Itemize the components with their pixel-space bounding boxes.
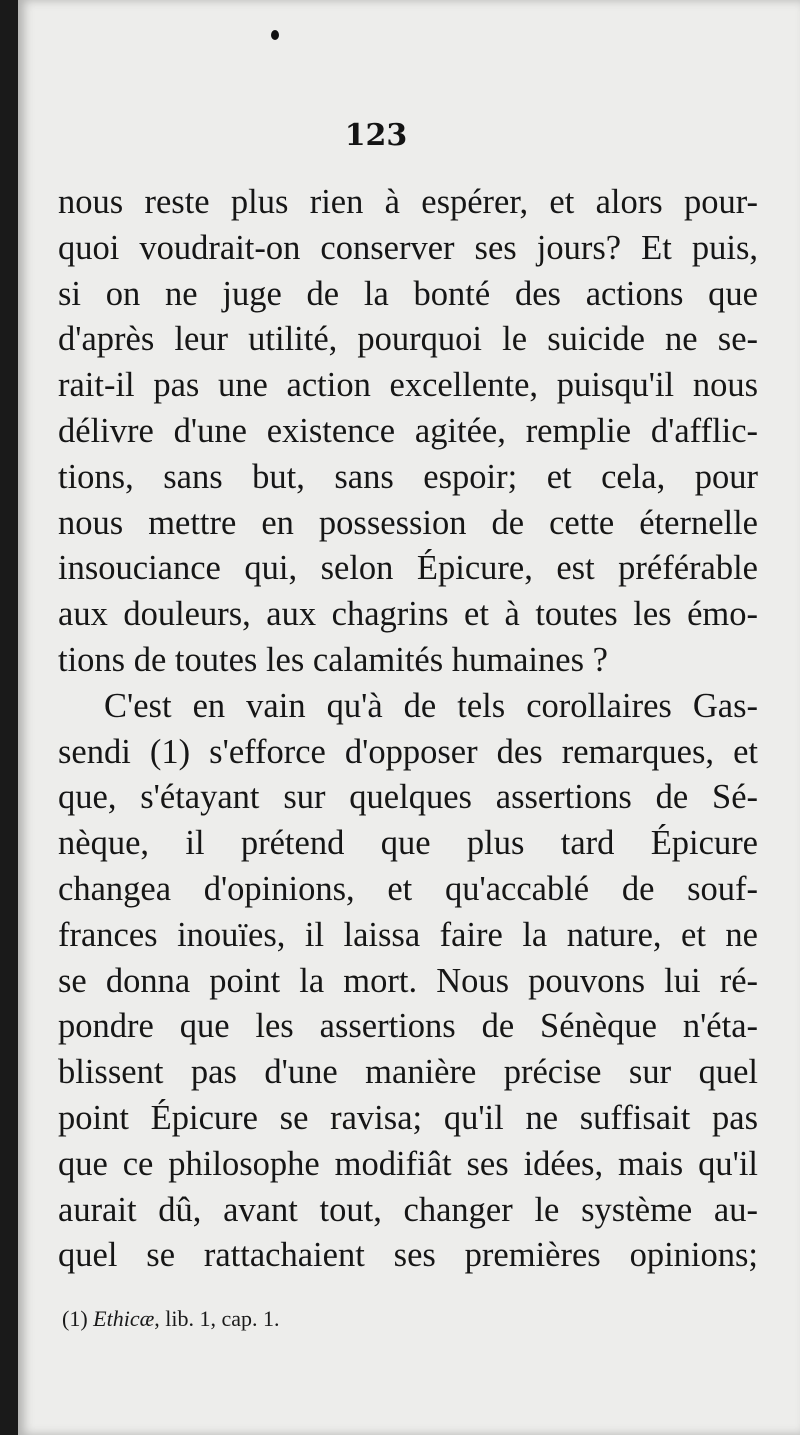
text-line: rait-il pas une action excellente, puisqu'il nous [58, 366, 758, 405]
footnote [62, 1306, 280, 1332]
text-line: si on ne juge de la bonté des actions que [58, 274, 758, 313]
paragraph-start-line: C'est en vain qu'à de tels corollaires Gas- [104, 686, 758, 725]
text-line: insouciance qui, selon Épicure, est préférable [58, 549, 758, 588]
book-page [18, 0, 800, 1435]
ink-dot [271, 30, 279, 40]
body-text [58, 180, 758, 1279]
footnote-work-title: Ethicæ [93, 1306, 155, 1331]
paragraph-end-line: tions de toutes les calamités humaines ? [58, 640, 608, 679]
text-line: aux douleurs, aux chagrins et à toutes les émo- [58, 595, 758, 634]
text-line: que ce philosophe modifiât ses idées, mais qu'il [58, 1144, 758, 1183]
text-line: quel se rattachaient ses premières opinions; [58, 1236, 758, 1275]
text-line: aurait dû, avant tout, changer le système au- [58, 1190, 758, 1229]
footnote-marker: (1) [62, 1306, 88, 1331]
text-line: se donna point la mort. Nous pouvons lui ré- [58, 961, 758, 1000]
text-line: que, s'étayant sur quelques assertions de Sé- [58, 778, 758, 817]
text-line: sendi (1) s'efforce d'opposer des remarques, et [58, 732, 758, 771]
text-line: d'après leur utilité, pourquoi le suicide ne se- [58, 320, 758, 359]
text-line: nous reste plus rien à espérer, et alors pour- [58, 183, 758, 221]
text-line: changea d'opinions, et qu'accablé de souf- [58, 869, 758, 908]
page-number [18, 118, 800, 153]
text-line: nèque, il prétend que plus tard Épicure [58, 824, 758, 863]
text-line: point Épicure se ravisa; qu'il ne suffisait pas [58, 1098, 758, 1137]
text-line: tions, sans but, sans espoir; et cela, pour [58, 457, 758, 496]
text-line: frances inouïes, il laissa faire la nature, et ne [58, 915, 758, 954]
text-line: délivre d'une existence agitée, remplie d'afflic- [58, 411, 758, 450]
text-line: blissent pas d'une manière précise sur quel [58, 1053, 758, 1092]
text-line: quoi voudrait-on conserver ses jours? Et puis, [58, 228, 758, 267]
text-line: pondre que les assertions de Sénèque n'éta- [58, 1007, 758, 1046]
text-line: nous mettre en possession de cette éternelle [58, 503, 758, 542]
page-number-text: 123 [344, 118, 408, 153]
footnote-reference: , lib. 1, cap. 1. [154, 1306, 280, 1331]
